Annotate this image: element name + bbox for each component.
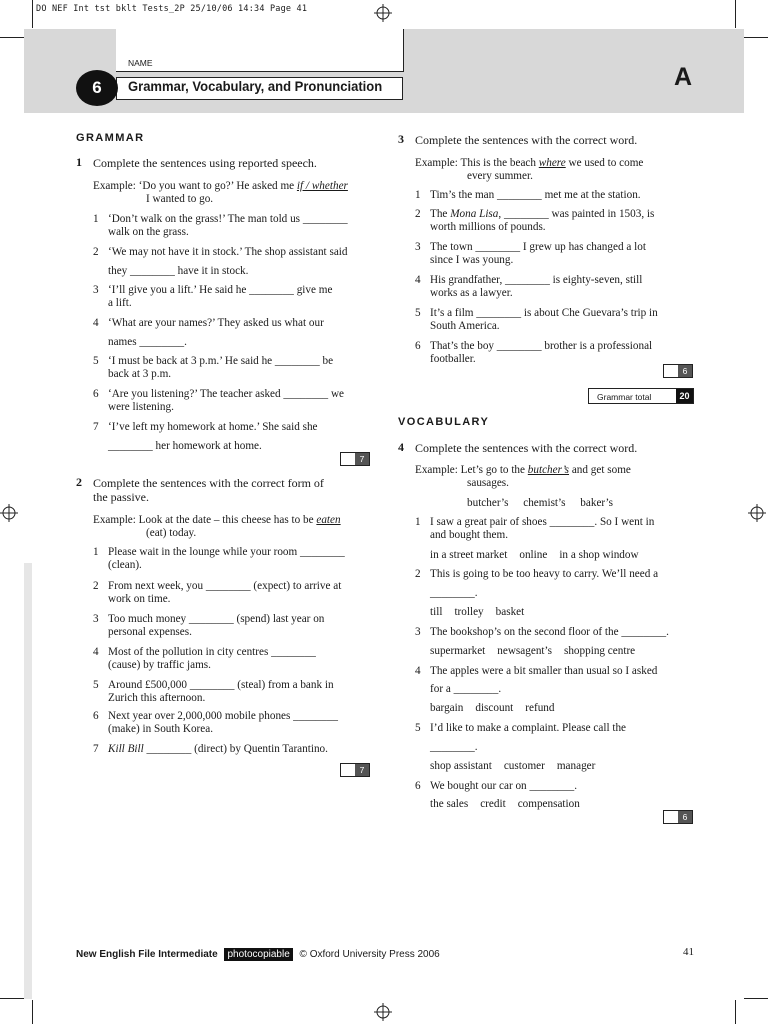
example-label: Example: xyxy=(415,464,458,476)
item-number: 7 xyxy=(93,743,99,755)
example-text: I wanted to go. xyxy=(146,193,214,205)
option-list xyxy=(430,645,647,658)
option-list xyxy=(430,760,607,773)
item-number: 1 xyxy=(93,546,99,558)
crop-mark xyxy=(32,1000,33,1024)
item-number: 2 xyxy=(93,580,99,592)
item-number: 5 xyxy=(415,307,421,319)
section-heading-grammar: GRAMMAR xyxy=(76,132,145,144)
item-text xyxy=(430,208,654,221)
question-number: 1 xyxy=(76,155,82,169)
item-text: The apples were a bit smaller than usual so I asked xyxy=(430,665,658,677)
item-text: personal expenses. xyxy=(108,626,192,638)
photocopiable-badge: photocopiable xyxy=(224,948,292,961)
item-text: ‘Don’t walk on the grass!’ The man told us ________ xyxy=(108,213,348,225)
item-number: 3 xyxy=(93,613,99,625)
example-text: sausages. xyxy=(467,477,509,489)
item-text: Around £500,000 ________ (steal) from a bank in xyxy=(108,679,334,691)
item-text: (cause) by traffic jams. xyxy=(108,659,211,671)
item-text: were listening. xyxy=(108,401,174,413)
item-text: , ________ was painted in 1503, is xyxy=(498,208,655,220)
option-word: till xyxy=(430,606,443,618)
option-word: butcher’s xyxy=(467,497,509,509)
registration-mark-icon xyxy=(0,504,18,522)
option-word: supermarket xyxy=(430,645,486,657)
item-text: Please wait in the lounge while your room ________ xyxy=(108,546,345,558)
item-text: Most of the pollution in city centres ________ xyxy=(108,646,316,658)
example xyxy=(415,464,631,477)
item-number: 5 xyxy=(415,722,421,734)
item-number: 2 xyxy=(93,246,99,258)
item-text: ‘I’ve left my homework at home.’ She said she xyxy=(108,421,318,433)
item-text: This is going to be too heavy to carry. We’ll need a xyxy=(430,568,659,580)
item-number: 1 xyxy=(415,516,421,528)
item-number: 2 xyxy=(415,208,421,220)
item-number: 4 xyxy=(93,646,99,658)
option-word: manager xyxy=(556,760,596,772)
option-word: baker’s xyxy=(580,497,614,509)
test-version: A xyxy=(674,63,693,91)
registration-mark-icon xyxy=(374,4,392,22)
item-number: 7 xyxy=(93,421,99,433)
item-text: ‘I must be back at 3 p.m.’ He said he ________ be xyxy=(108,355,334,367)
registration-mark-icon xyxy=(374,1003,392,1021)
item-text: That’s the boy ________ brother is a professional xyxy=(430,340,653,352)
option-word: credit xyxy=(480,798,506,810)
footer xyxy=(76,948,440,962)
example-options xyxy=(467,497,625,510)
margin-bar xyxy=(24,563,32,999)
item-number: 4 xyxy=(415,665,421,677)
item-text: I’d like to make a complaint. Please call the xyxy=(430,722,627,734)
item-text xyxy=(108,743,328,756)
crop-mark xyxy=(735,0,736,28)
example-label: Example: xyxy=(93,514,136,526)
item-number: 6 xyxy=(93,388,99,400)
item-text: ________ (direct) by Quentin Tarantino. xyxy=(146,743,328,755)
option-list xyxy=(430,798,592,811)
example-text: Let’s go to the xyxy=(460,464,525,476)
option-word: customer xyxy=(503,760,545,772)
option-word: shop assistant xyxy=(430,760,492,772)
option-word: in a street market xyxy=(430,549,508,561)
option-word: compensation xyxy=(517,798,580,810)
example-answer: eaten xyxy=(316,514,341,526)
copyright: © Oxford University Press 2006 xyxy=(299,949,440,960)
crop-mark xyxy=(735,1000,736,1024)
score-box xyxy=(663,364,693,378)
score-box xyxy=(340,763,370,777)
item-text: (make) in South Korea. xyxy=(108,723,214,735)
item-text: South America. xyxy=(430,320,500,332)
option-word: in a shop window xyxy=(559,549,639,561)
item-text: From next week, you ________ (expect) to arrive at xyxy=(108,580,342,592)
option-word: newsagent’s xyxy=(497,645,552,657)
unit-badge: 6 xyxy=(76,70,118,106)
option-list xyxy=(430,549,651,562)
item-number: 6 xyxy=(93,710,99,722)
item-number: 3 xyxy=(93,284,99,296)
option-word: bargain xyxy=(430,702,464,714)
page-number: 41 xyxy=(683,946,694,958)
item-text: The town ________ I grew up has changed a lot xyxy=(430,241,646,253)
item-text: ________ her homework at home. xyxy=(108,440,262,452)
item-text: I saw a great pair of shoes ________. So I went in xyxy=(430,516,655,528)
score-value: 7 xyxy=(355,764,369,776)
example-answer: butcher’s xyxy=(527,464,570,476)
option-word: the sales xyxy=(430,798,469,810)
item-number: 1 xyxy=(93,213,99,225)
option-word: chemist’s xyxy=(523,497,566,509)
score-value: 7 xyxy=(355,453,369,465)
item-text: ‘Are you listening?’ The teacher asked ________ we xyxy=(108,388,344,400)
item-text: Next year over 2,000,000 mobile phones ________ xyxy=(108,710,338,722)
item-text: Tim’s the man ________ met me at the station. xyxy=(430,189,641,201)
item-text: We bought our car on ________. xyxy=(430,780,577,792)
item-number: 4 xyxy=(415,274,421,286)
name-box xyxy=(116,29,404,72)
item-number: 5 xyxy=(93,679,99,691)
item-text: ‘What are your names?’ They asked us what our xyxy=(108,317,324,329)
question-number: 2 xyxy=(76,475,82,489)
example xyxy=(93,514,341,527)
crop-mark xyxy=(0,998,24,999)
item-text: ‘I’ll give you a lift.’ He said he ________ give me xyxy=(108,284,333,296)
item-text: since I was young. xyxy=(430,254,514,266)
item-number: 2 xyxy=(415,568,421,580)
item-text: a lift. xyxy=(108,297,132,309)
example-text: Look at the date – this cheese has to be xyxy=(138,514,314,526)
item-text: ________. xyxy=(430,587,478,599)
score-value: 6 xyxy=(678,811,692,823)
example-text: (eat) today. xyxy=(146,527,197,539)
printer-slug: DO NEF Int tst bklt Tests_2P 25/10/06 14:34 Page 41 xyxy=(36,4,308,14)
item-text: walk on the grass. xyxy=(108,226,189,238)
question-instruction: Complete the sentences with the correct word. xyxy=(415,133,638,147)
option-word: discount xyxy=(475,702,514,714)
item-text: worth millions of pounds. xyxy=(430,221,546,233)
item-number: 6 xyxy=(415,780,421,792)
example-answer: if / whether xyxy=(296,180,348,192)
question-instruction: the passive. xyxy=(93,490,149,504)
grammar-total-value: 20 xyxy=(676,389,693,403)
option-word: basket xyxy=(495,606,525,618)
item-number: 1 xyxy=(415,189,421,201)
option-list xyxy=(430,606,536,619)
example-text: This is the beach xyxy=(460,157,536,169)
grammar-total-label: Grammar total xyxy=(597,392,652,402)
question-instruction: Complete the sentences with the correct form of xyxy=(93,476,324,490)
item-number: 3 xyxy=(415,241,421,253)
question-instruction: Complete the sentences with the correct word. xyxy=(415,441,638,455)
item-text: The xyxy=(430,208,448,220)
crop-mark xyxy=(744,998,768,999)
item-text: The bookshop’s on the second floor of the ________. xyxy=(430,626,669,638)
example-text: ‘Do you want to go?’ He asked me xyxy=(138,180,295,192)
item-text: footballer. xyxy=(430,353,476,365)
score-value: 6 xyxy=(678,365,692,377)
film-title: Kill Bill xyxy=(108,743,144,755)
crop-mark xyxy=(32,0,33,28)
item-text: they ________ have it in stock. xyxy=(108,265,249,277)
artwork-title: Mona Lisa xyxy=(450,208,499,220)
registration-mark-icon xyxy=(748,504,766,522)
score-box xyxy=(663,810,693,824)
example-label: Example: xyxy=(415,157,458,169)
option-list xyxy=(430,702,566,715)
item-number: 4 xyxy=(93,317,99,329)
item-text: names ________. xyxy=(108,336,187,348)
example-label: Example: xyxy=(93,180,136,192)
page-title: Grammar, Vocabulary, and Pronunciation xyxy=(128,78,383,94)
option-word: trolley xyxy=(454,606,484,618)
item-text: (clean). xyxy=(108,559,142,571)
item-text: work on time. xyxy=(108,593,171,605)
option-word: online xyxy=(519,549,548,561)
item-number: 5 xyxy=(93,355,99,367)
item-text: Too much money ________ (spend) last year on xyxy=(108,613,325,625)
item-text: It’s a film ________ is about Che Guevara’s trip in xyxy=(430,307,658,319)
example-answer: where xyxy=(538,157,566,169)
item-text: ‘We may not have it in stock.’ The shop assistant said xyxy=(108,246,348,258)
example xyxy=(415,157,643,170)
item-text: ________. xyxy=(430,741,478,753)
example-text: every summer. xyxy=(467,170,533,182)
item-text: works as a lawyer. xyxy=(430,287,513,299)
example-text: and get some xyxy=(571,464,631,476)
grammar-total-box xyxy=(588,388,694,404)
example xyxy=(93,180,348,193)
item-text: Zurich this afternoon. xyxy=(108,692,206,704)
item-text: and bought them. xyxy=(430,529,508,541)
item-number: 6 xyxy=(415,340,421,352)
example-text: we used to come xyxy=(568,157,644,169)
item-number: 3 xyxy=(415,626,421,638)
question-instruction: Complete the sentences using reported speech. xyxy=(93,156,317,170)
crop-mark xyxy=(0,37,24,38)
book-title: New English File Intermediate xyxy=(76,949,218,960)
name-label: NAME xyxy=(128,58,153,68)
option-word: shopping centre xyxy=(563,645,636,657)
item-text: for a ________. xyxy=(430,683,502,695)
item-text: His grandfather, ________ is eighty-seven, still xyxy=(430,274,643,286)
option-word: refund xyxy=(525,702,555,714)
crop-mark xyxy=(744,37,768,38)
score-box xyxy=(340,452,370,466)
question-number: 3 xyxy=(398,132,404,146)
question-number: 4 xyxy=(398,440,404,454)
section-heading-vocabulary: VOCABULARY xyxy=(398,416,490,428)
item-text: back at 3 p.m. xyxy=(108,368,172,380)
